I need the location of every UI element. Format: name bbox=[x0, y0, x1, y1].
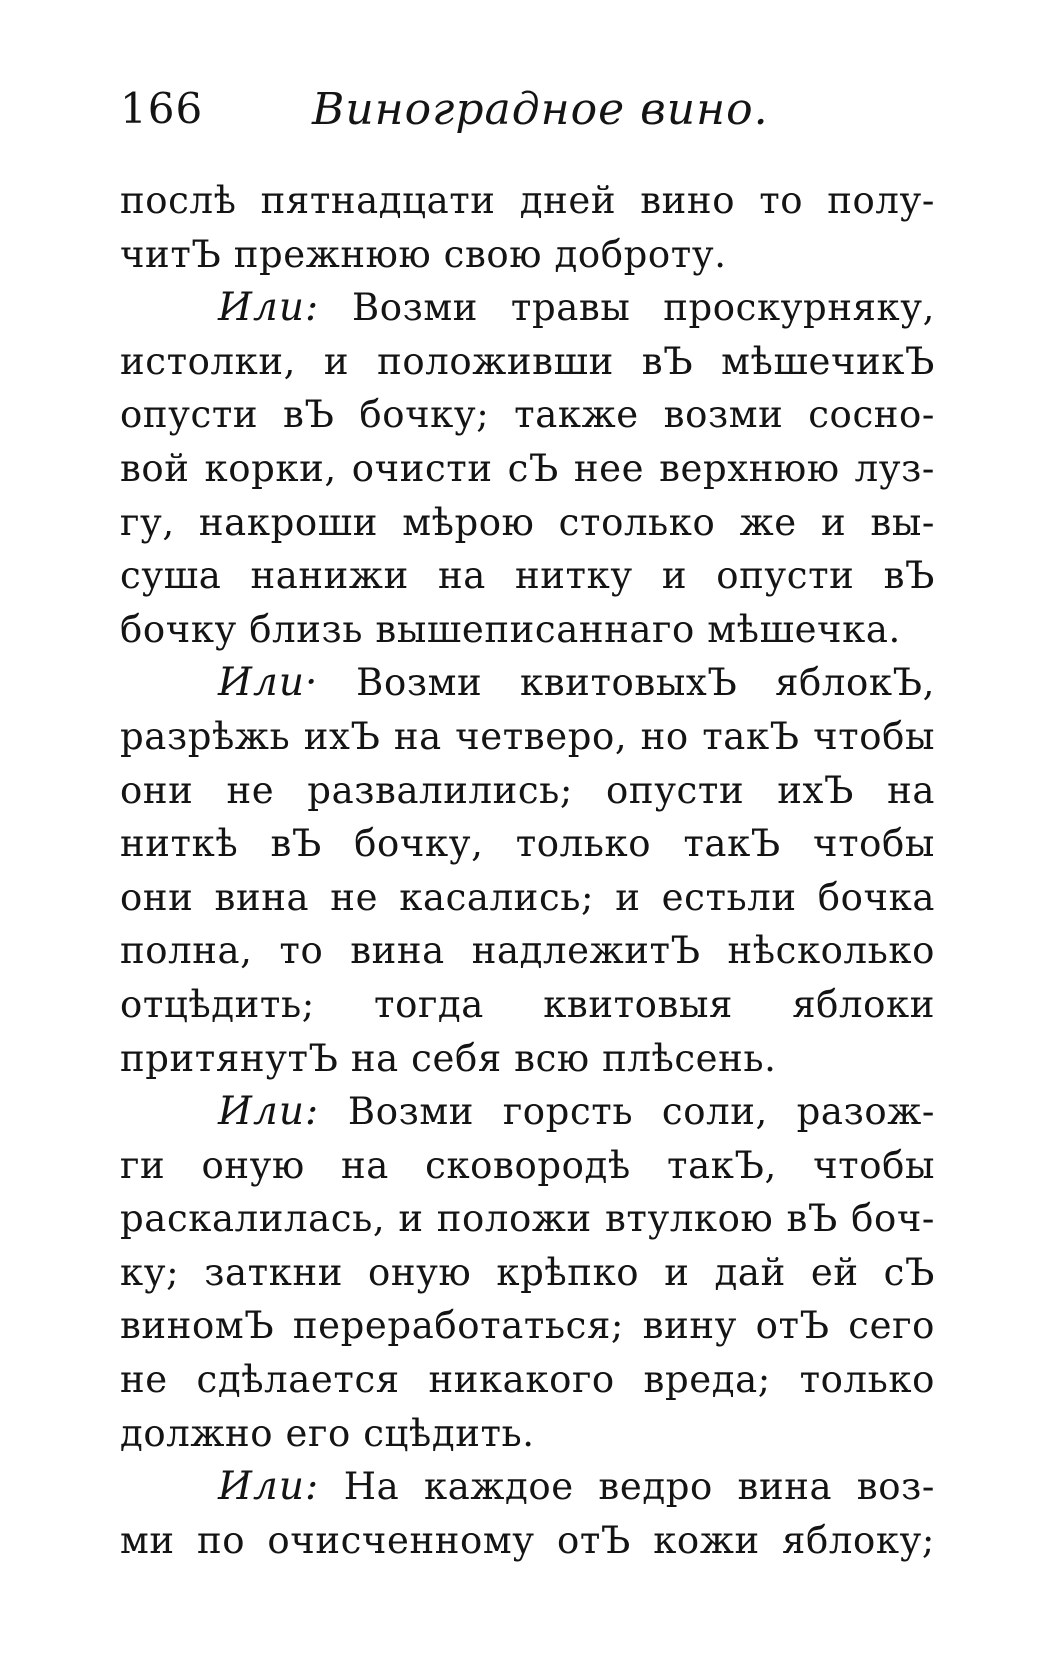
page-number: 166 bbox=[120, 84, 204, 133]
text-line bbox=[120, 174, 935, 228]
text-line bbox=[120, 710, 935, 764]
line-text: На каждое ведро вина воз- bbox=[343, 1465, 935, 1509]
text-line bbox=[120, 871, 935, 925]
line-text: отцѣдить; тогда квитовыя яблоки bbox=[120, 982, 935, 1026]
text-line bbox=[120, 924, 935, 978]
text-line bbox=[120, 388, 935, 442]
text-line bbox=[120, 281, 935, 335]
line-text: притянутЪ на себя всю плѣсень. bbox=[120, 1036, 777, 1080]
text-line bbox=[120, 817, 935, 871]
text-line bbox=[120, 1246, 935, 1300]
line-text: разрѣжь ихЪ на четверо, но такЪ чтобы bbox=[120, 714, 935, 758]
line-text: должно его сцѣдить. bbox=[120, 1411, 535, 1455]
text-line bbox=[120, 603, 935, 657]
paragraph-lead: Или: bbox=[218, 1089, 320, 1135]
line-text: читЪ прежнюю свою доброту. bbox=[120, 232, 727, 276]
paragraph-lead: Или: bbox=[218, 285, 320, 331]
paragraph-lead: Или: bbox=[218, 1464, 320, 1510]
line-text: раскалилась, и положи втулкою вЪ боч- bbox=[120, 1197, 935, 1241]
text-line bbox=[120, 1407, 935, 1461]
text-line bbox=[120, 1085, 935, 1139]
text-line bbox=[120, 549, 935, 603]
running-title: Виноградное вино. bbox=[312, 84, 769, 135]
body-text bbox=[120, 174, 935, 1567]
text-line bbox=[120, 764, 935, 818]
line-text: Возми горсть соли, разож- bbox=[347, 1090, 935, 1134]
text-line bbox=[120, 1353, 935, 1407]
line-text: Возми квитовыхЪ яблокЪ, bbox=[356, 661, 935, 705]
line-text: опусти вЪ бочку; также возми сосно- bbox=[120, 393, 935, 437]
line-text: ги оную на сковородѣ такЪ, чтобы bbox=[120, 1143, 935, 1187]
text-line bbox=[120, 1192, 935, 1246]
line-text: ми по очисченному отЪ кожи яблоку; bbox=[120, 1518, 935, 1562]
paragraph-lead: Или· bbox=[218, 660, 319, 706]
line-text: они вина не касались; и естьли бочка bbox=[120, 875, 935, 919]
text-line bbox=[120, 1139, 935, 1193]
line-text: вой корки, очисти сЪ нее верхнюю луз- bbox=[120, 446, 935, 490]
text-line bbox=[120, 335, 935, 389]
text-line bbox=[120, 496, 935, 550]
text-line bbox=[120, 228, 935, 282]
line-text: суша нанижи на нитку и опусти вЪ bbox=[120, 554, 935, 598]
page-header bbox=[120, 84, 940, 144]
line-text: истолки, и положивши вЪ мѣшечикЪ bbox=[120, 339, 935, 383]
text-line bbox=[120, 1299, 935, 1353]
text-line bbox=[120, 978, 935, 1032]
line-text: не сдѣлается никакого вреда; только bbox=[120, 1358, 935, 1402]
line-text: гу, накроши мѣрою столько же и вы- bbox=[120, 500, 935, 544]
line-text: полна, то вина надлежитЪ нѣсколько bbox=[120, 929, 935, 973]
line-text: послѣ пятнадцати дней вино то полу- bbox=[120, 179, 935, 222]
text-line bbox=[120, 656, 935, 710]
line-text: бочку близь вышеписаннаго мѣшечка. bbox=[120, 607, 901, 651]
line-text: Возми травы проскурняку, bbox=[351, 286, 935, 330]
line-text: ниткѣ вЪ бочку, только такЪ чтобы bbox=[120, 822, 935, 866]
text-line bbox=[120, 1514, 935, 1568]
line-text: они не развалились; опусти ихЪ на bbox=[120, 768, 935, 812]
text-line bbox=[120, 1032, 935, 1086]
text-line bbox=[120, 1460, 935, 1514]
line-text: ку; заткни оную крѣпко и дай ей сЪ bbox=[120, 1250, 935, 1294]
line-text: виномЪ переработаться; вину отЪ сего bbox=[120, 1304, 935, 1348]
text-line bbox=[120, 442, 935, 496]
